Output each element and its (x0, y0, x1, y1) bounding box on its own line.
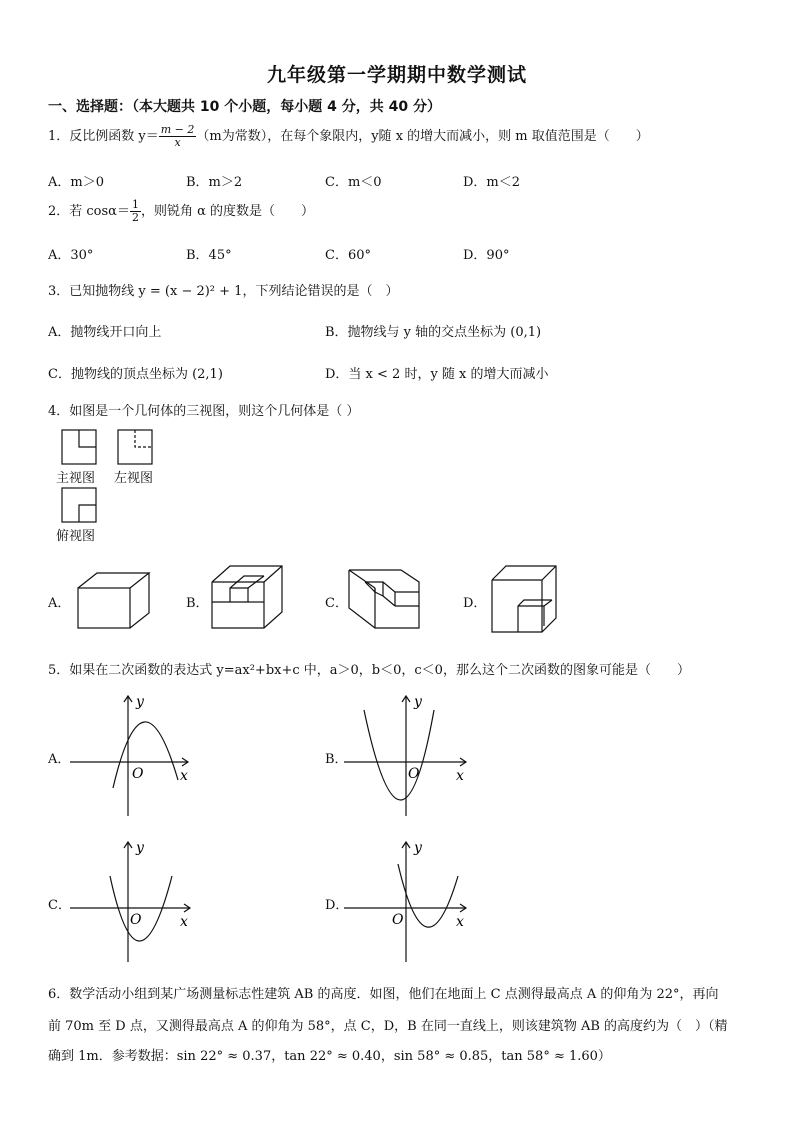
q3-option-a[interactable]: A．抛物线开口向上 (48, 325, 162, 340)
q2-option-b[interactable]: B．45° (186, 248, 232, 263)
question-5: 5．如果在二次函数的表达式 y=ax²+bx+c 中，a＞0，b＜0，c＜0，那么这个二次函数的图象可能是（ ） (48, 663, 690, 678)
q2-fraction (130, 199, 141, 224)
question-6-line-1: 6．数学活动小组到某广场测量标志性建筑 AB 的高度．如图，他们在地面上 C 点测得最高点 A 的仰角为 22°，再向 (48, 987, 719, 1002)
q5-option-c-label[interactable]: C． (48, 898, 71, 913)
q5-option-a-label[interactable]: A． (48, 752, 71, 767)
question-2 (48, 199, 314, 224)
q2-frac-den: 2 (131, 211, 139, 224)
q5-c-x-label: x (180, 914, 188, 930)
q1-prefix: 1．反比例函数 y＝ (48, 129, 159, 144)
q5-c-origin-label: O (130, 912, 142, 928)
q5-b-origin-label: O (408, 766, 420, 782)
page-title: 九年级第一学期期中数学测试 (266, 64, 527, 86)
question-6-line-2: 前 70m 至 D 点，又测得最高点 A 的仰角为 58°，点 C，D，B 在同一直线上，则该建筑物 AB 的高度约为（ ）（精 (48, 1019, 728, 1034)
q5-b-x-label: x (456, 768, 464, 784)
q5-d-x-label: x (456, 914, 464, 930)
front-view-label: 主视图 (56, 471, 96, 486)
q1-option-b[interactable]: B．m＞2 (186, 175, 243, 190)
q5-graph-c[interactable] (68, 836, 198, 966)
q3-option-b[interactable]: B．抛物线与 y 轴的交点坐标为 (0,1) (325, 325, 542, 340)
q5-d-origin-label: O (392, 912, 404, 928)
q1-option-c[interactable]: C．m＜0 (325, 175, 382, 190)
q5-graph-a[interactable] (68, 690, 198, 820)
q1-frac-den: x (174, 136, 181, 149)
q5-c-y-label: y (136, 840, 144, 856)
q5-a-origin-label: O (132, 766, 144, 782)
question-3: 3．已知抛物线 y = (x − 2)² + 1，下列结论错误的是（ ） (48, 284, 399, 299)
q4-option-d-label[interactable]: D． (463, 596, 487, 611)
q3-option-d[interactable]: D．当 x < 2 时，y 随 x 的增大而减小 (325, 367, 549, 382)
q5-b-y-label: y (414, 694, 422, 710)
q2-frac-num: 1 (131, 198, 139, 211)
q1-option-d[interactable]: D．m＜2 (463, 175, 521, 190)
q5-d-y-label: y (414, 840, 422, 856)
q5-option-d-label[interactable]: D． (325, 898, 349, 913)
q4-option-a-label[interactable]: A． (48, 596, 71, 611)
left-view-drawing (118, 430, 152, 464)
question-1 (48, 124, 649, 149)
q2-option-a[interactable]: A．30° (48, 248, 94, 263)
q2-prefix: 2．若 cosα＝ (48, 204, 130, 219)
q4-option-d-solid[interactable] (488, 562, 562, 636)
q4-option-b-solid[interactable] (208, 562, 290, 634)
question-4: 4．如图是一个几何体的三视图，则这个几何体是（ ） (48, 404, 360, 419)
q1-frac-num: m − 2 (160, 123, 195, 136)
q1-option-a[interactable]: A．m＞0 (48, 175, 104, 190)
top-view-drawing (62, 488, 96, 522)
q5-graph-d[interactable] (342, 836, 472, 966)
q4-option-c-label[interactable]: C． (325, 596, 348, 611)
q1-fraction (159, 124, 197, 149)
q2-option-d[interactable]: D．90° (463, 248, 510, 263)
q5-graph-b[interactable] (342, 690, 472, 820)
section-heading: 一、选择题：（本大题共 10 个小题，每小题 4 分，共 40 分） (48, 99, 441, 115)
q5-option-b-label[interactable]: B． (325, 752, 348, 767)
question-6-line-3: 确到 1m．参考数据：sin 22° ≈ 0.37，tan 22° ≈ 0.40，sin 58° ≈ 0.85，tan 58° ≈ 1.60） (48, 1049, 611, 1064)
q2-option-c[interactable]: C．60° (325, 248, 371, 263)
left-view-label: 左视图 (114, 471, 154, 486)
top-view-label: 俯视图 (56, 529, 96, 544)
q4-option-b-label[interactable]: B． (186, 596, 209, 611)
q2-suffix: ，则锐角 α 的度数是（ ） (140, 204, 315, 219)
q3-option-c[interactable]: C．抛物线的顶点坐标为 (2,1) (48, 367, 223, 382)
q1-suffix: （m为常数），在每个象限内，y随 x 的增大而减小，则 m 取值范围是（ ） (196, 129, 649, 144)
front-view-drawing (62, 430, 96, 464)
q4-option-c-solid[interactable] (345, 562, 427, 634)
q4-option-a-solid[interactable] (75, 570, 155, 632)
q5-a-y-label: y (136, 694, 144, 710)
q5-a-x-label: x (180, 768, 188, 784)
